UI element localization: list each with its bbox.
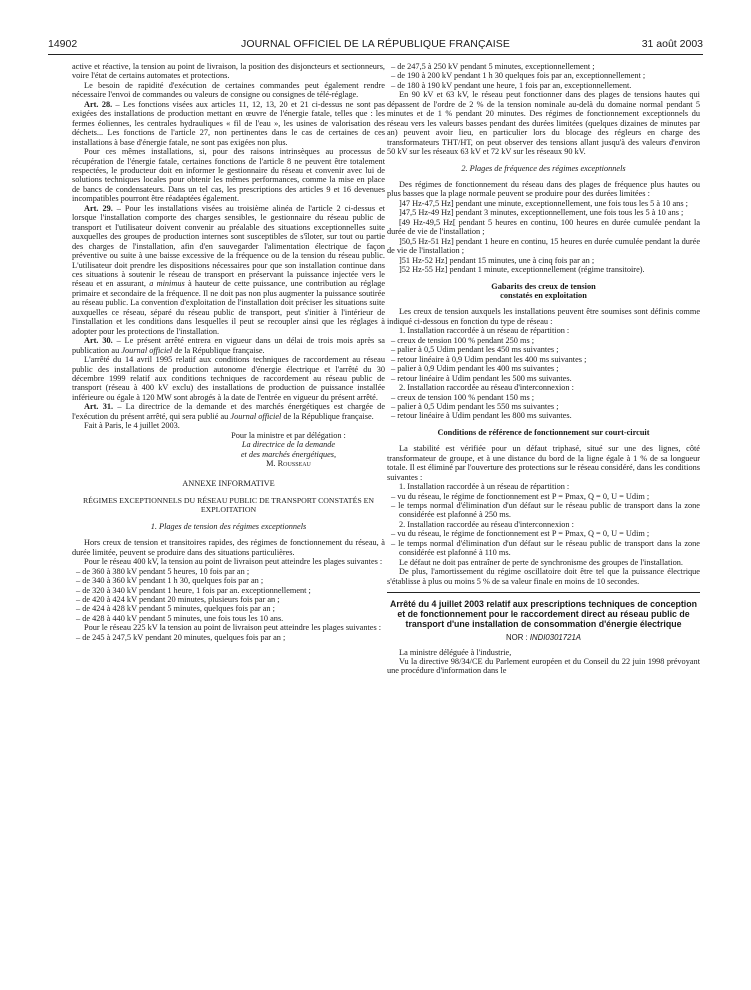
list-item: – de 247,5 à 250 kV pendant 5 minutes, exceptionnellement ;: [391, 62, 595, 71]
paragraph: L'arrêté du 14 avril 1995 relatif aux conditions techniques de raccordement au réseau public des installations de production autonome d'énergie électrique et l'arrêté du 30 décembre 1999 relatif aux conditions techniques de raccordement au réseau public de transport (réseau à 400 kV exclu) des installations de production de puissance installée inférieure ou égale à 120 MW sont abrogés à la date de l'entrée en vigueur du présent arrêté.: [72, 355, 385, 402]
list-item: – de 428 à 440 kV pendant 5 minutes, une fois tous les 10 ans.: [76, 613, 284, 623]
list-item: – de 245 à 247,5 kV pendant 20 minutes, quelques fois par an ;: [76, 632, 286, 642]
paragraph: active et réactive, la tension au point de livraison, la position des disjoncteurs et sectionneurs, voire l'état de certains automates et protections.: [72, 62, 385, 81]
section-heading: Conditions de référence de fonctionnement sur court-circuit: [437, 427, 650, 437]
list-item: – palier à 0,9 Udim pendant les 400 ms suivantes ;: [391, 364, 559, 374]
annex-heading: ANNEXE INFORMATIVE: [182, 479, 275, 489]
paragraph: Vu la directive 98/34/CE du Parlement européen et du Conseil du 22 juin 1998 prévoyant une procédure d'information dans le: [387, 657, 700, 676]
paragraph: Des régimes de fonctionnement du réseau dans des plages de fréquence plus hautes ou plus basses que la plage normale peuvent se produire pour des durées limitées :: [387, 179, 700, 199]
paragraph: Pour ces mêmes installations, si, pour des raisons intrinsèques au processus de récupération de l'énergie fatale, certaines fonctions de l'article 8 ne peuvent être totalement respectées, le producteur doit en informer le gestionnaire du réseau et convenir avec lui de solutions techniques locales pour obtenir les mêmes performances, comme la mise en place de bancs de condensateurs. Dans un tel cas, les prescriptions des articles 9 et 16 devenues incompatibles pourront être réadaptées également.: [72, 147, 385, 204]
list-item: – vu du réseau, le régime de fonctionnement est P = Pmax, Q = 0, U = Udim ;: [391, 491, 650, 501]
article-31: Art. 31. – La directrice de la demande et des marchés énergétiques est chargée de l'exécution du présent arrêté, qui sera publié au Journal officiel de la République française.: [72, 402, 385, 421]
decree-title-block: [387, 592, 700, 642]
paragraph: Les creux de tension auxquels les installations peuvent être soumises sont définis comme indiqué ci-dessous en fonction du type de réseau :: [387, 307, 700, 326]
list-item: – de 320 à 340 kV pendant 1 heure, 1 fois par an. exceptionnellement ;: [76, 585, 311, 595]
list-item: – retour linéaire à 0,9 Udim pendant les 400 ms suivantes ;: [391, 354, 587, 364]
section-heading: constatés en exploitation: [500, 290, 587, 300]
journal-title: JOURNAL OFFICIEL DE LA RÉPUBLIQUE FRANÇAISE: [241, 38, 510, 50]
section-heading: 2. Plages de fréquence des régimes exceptionnels: [461, 163, 626, 173]
paragraph: Le besoin de rapidité d'exécution de certaines commandes peut également rendre nécessaire l'envoi de commandes ou valeurs de consigne ou consignes de télé-réglage.: [72, 80, 385, 100]
list-heading: 1. Installation raccordée à un réseau de répartition :: [399, 326, 570, 336]
list-item: – de 420 à 424 kV pendant 20 minutes, plusieurs fois par an ;: [76, 595, 280, 605]
list-item: – palier à 0,5 Udim pendant les 550 ms suivantes ;: [391, 401, 559, 411]
list-item: [49 Hz-49,5 Hz[ pendant 5 heures en continu, 100 heures en durée cumulée pendant la durée de vie de l'installation ;: [387, 217, 700, 237]
list-heading: 2. Installation raccordée au réseau d'interconnexion :: [399, 383, 574, 393]
list-item: ]51 Hz-52 Hz] pendant 15 minutes, une à cinq fois par an ;: [399, 255, 595, 265]
section-heading: 1. Plages de tension des régimes exceptionnels: [150, 521, 307, 531]
left-column: [72, 62, 385, 642]
list-item: ]47,5 Hz-49 Hz] pendant 3 minutes, exceptionnellement, une fois tous les 5 à 10 ans ;: [399, 208, 684, 218]
list-item: – de 424 à 428 kV pendant 5 minutes, quelques fois par an ;: [76, 604, 275, 614]
paragraph: Hors creux de tension et transitoires rapides, des régimes de fonctionnement du réseau, à durée limitée, peuvent se produire dans des situations particulières.: [72, 538, 385, 557]
paragraph: La ministre déléguée à l'industrie,: [399, 647, 512, 657]
paragraph: En 90 kV et 63 kV, le réseau peut fonctionner dans des plages de tensions hautes qui dépassent de l'ordre de 2 % de la tension nominale au-delà du domaine normal pendant 5 minutes et de 1 % pendant 20 minutes. Des régimes de fonctionnement exceptionnels du réseau vers les valeurs basses pendant des durées limitées (quelques dizaines de minutes par an) peuvent avoir lieu, en particulier lors du blocage des régleurs en charge des transformateurs THT/HT, on peut observer des tensions allant jusqu'à des valeurs d'environ 50 kV sur les réseaux 63 kV et 72 kV sur les réseaux 90 kV.: [387, 90, 700, 157]
list-item: – retour linéaire à Udim pendant les 500 ms suivantes.: [391, 373, 572, 383]
signatory-name: M. Rousseau: [266, 459, 311, 469]
annex-title: RÉGIMES EXCEPTIONNELS DU RÉSEAU PUBLIC DE TRANSPORT CONSTATÉS EN EXPLOITATION: [82, 495, 375, 515]
paragraph: La stabilité est vérifiée pour un défaut triphasé, situé sur une des lignes, côté transformateur de groupe, et à une distance du bord de la ligne égale à 1 % de sa longueur totale. Il est éliminé par l'ouverture des protections sur le réseau considéré, dans les conditions suivantes :: [387, 444, 700, 482]
article-label: Art. 30.: [84, 336, 113, 346]
paragraph: Le défaut ne doit pas entraîner de perte de synchronisme des groupes de l'installation.: [399, 557, 683, 567]
article-label: Art. 29.: [84, 203, 113, 213]
list-item: – le temps normal d'élimination d'un défaut sur le réseau public de transport dans la zone considérée est plafonné à 250 ms.: [391, 501, 700, 520]
signature-line: La directrice de la demande: [241, 440, 336, 450]
list-item: – vu du réseau, le régime de fonctionnement est P = Pmax, Q = 0, U = Udim ;: [391, 529, 650, 539]
list-item: – le temps normal d'élimination d'un défaut sur le réseau public de transport dans la zone considérée est plafonné à 110 ms.: [391, 538, 700, 558]
article-label: Art. 31.: [84, 402, 114, 412]
list-item: – retour linéaire à Udim pendant les 800 ms suivantes.: [391, 411, 572, 421]
list-item: – creux de tension 100 % pendant 150 ms ;: [391, 392, 535, 402]
article-28: Art. 28. – Les fonctions visées aux articles 11, 12, 13, 20 et 21 ci-dessus ne sont pas exigées des installations de production mettant en œuvre de l'énergie fatale, telles que : les fermes éoliennes, les centrales hydrauliques « fil de l'eau », les usines de valorisation des déchets... Les fonctions de l'article 27, non pertinentes dans le cas de certaines de ces installations à base d'énergie fatale, ne sont pas exigées non plus.: [72, 99, 385, 147]
nor-reference: NOR : INDI0301721A: [506, 633, 581, 643]
paragraph: Pour le réseau 225 kV la tension au point de livraison peut atteindre les plages suivantes :: [84, 623, 382, 633]
page-number: 14902: [48, 38, 78, 50]
list-item: – de 190 à 200 kV pendant 1 h 30 quelques fois par an, exceptionnellement ;: [391, 71, 646, 81]
list-heading: 2. Installation raccordée au réseau d'interconnexion :: [399, 519, 574, 529]
list-item: ]50,5 Hz-51 Hz] pendant 1 heure en continu, 15 heures en durée cumulée pendant la durée de vie de l'installation ;: [387, 236, 700, 256]
decree-title: Arrêté du 4 juillet 2003 relatif aux prescriptions techniques de conception et de fonctionnement pour le raccordement direct au réseau public de transport d'une installation de consommation d'énergie électrique: [390, 599, 697, 630]
article-label: Art. 28.: [84, 99, 113, 109]
paragraph: Pour le réseau 400 kV, la tension au point de livraison peut atteindre les plages suivantes :: [84, 557, 383, 567]
issue-date: 31 août 2003: [641, 38, 703, 50]
signature-date: Fait à Paris, le 4 juillet 2003.: [84, 421, 180, 431]
list-item: ]47 Hz-47,5 Hz] pendant une minute, exceptionnellement, une fois tous les 5 à 10 ans ;: [399, 198, 688, 208]
article-30: Art. 30. – Le présent arrêté entrera en vigueur dans un délai de trois mois après sa publication au Journal officiel de la République française.: [72, 336, 385, 355]
signature-line: et des marchés énergétiques,: [240, 449, 337, 459]
right-column: [387, 62, 700, 676]
section-heading: Gabarits des creux de tension: [491, 281, 596, 291]
header-rule: [48, 54, 703, 55]
signature-line: Pour la ministre et par délégation :: [231, 430, 346, 440]
paragraph: De plus, l'amortissement du régime oscillatoire doit être tel que la puissance électrique s'établisse à plus ou moins 5 % de sa valeur finale en moins de 10 secondes.: [387, 567, 700, 586]
list-item: – palier à 0,5 Udim pendant les 450 ms suivantes ;: [391, 345, 559, 355]
article-29: Art. 29. – Pour les installations visées au troisième alinéa de l'article 2 ci-dessus et lorsque l'installation comporte des charges sensibles, le gestionnaire du réseau public de transport et l'utilisateur doivent convenir au préalable des situations exceptionnelles suite auxquelles des groupes de production internes sont susceptibles de s'îloter, sur tout ou partie des charges de l'installation, afin d'en sauvegarder l'alimentation électrique de façon préventive ou suite à une baisse excessive de la fréquence ou de la tension du réseau public. L'utilisateur doit prendre les dispositions nécessaires pour que son installation continue dans ces situations à soutenir le réseau de transport en préservant la puissance injectée vers le réseau et en assurant, a minimus à hauteur de cette puissance, une contribution au réglage primaire et secondaire de la fréquence. Il ne doit pas non plus augmenter la puissance soutirée au réseau public. La convention d'exploitation de l'installation doit préciser les situations suite auxquelles ce réseau, séparé du réseau public de transport, peut s'initier à l'intérieur de l'installation et les conditions dans lesquelles il peut se recoupler ainsi que les réglages à adopter pour les protections de l'installation.: [72, 203, 385, 336]
list-item: – de 340 à 360 kV pendant 1 h 30, quelques fois par an ;: [76, 576, 264, 586]
list-item: – de 180 à 190 kV pendant une heure, 1 fois par an, exceptionnellement.: [391, 80, 632, 90]
list-item: – creux de tension 100 % pendant 250 ms ;: [391, 335, 535, 345]
page-header: [48, 38, 703, 52]
list-heading: 1. Installation raccordée à un réseau de répartition :: [399, 482, 570, 492]
list-item: ]52 Hz-55 Hz] pendant 1 minute, exceptionnellement (régime transitoire).: [399, 265, 645, 275]
list-item: – de 360 à 380 kV pendant 5 heures, 10 fois par an ;: [76, 566, 250, 576]
